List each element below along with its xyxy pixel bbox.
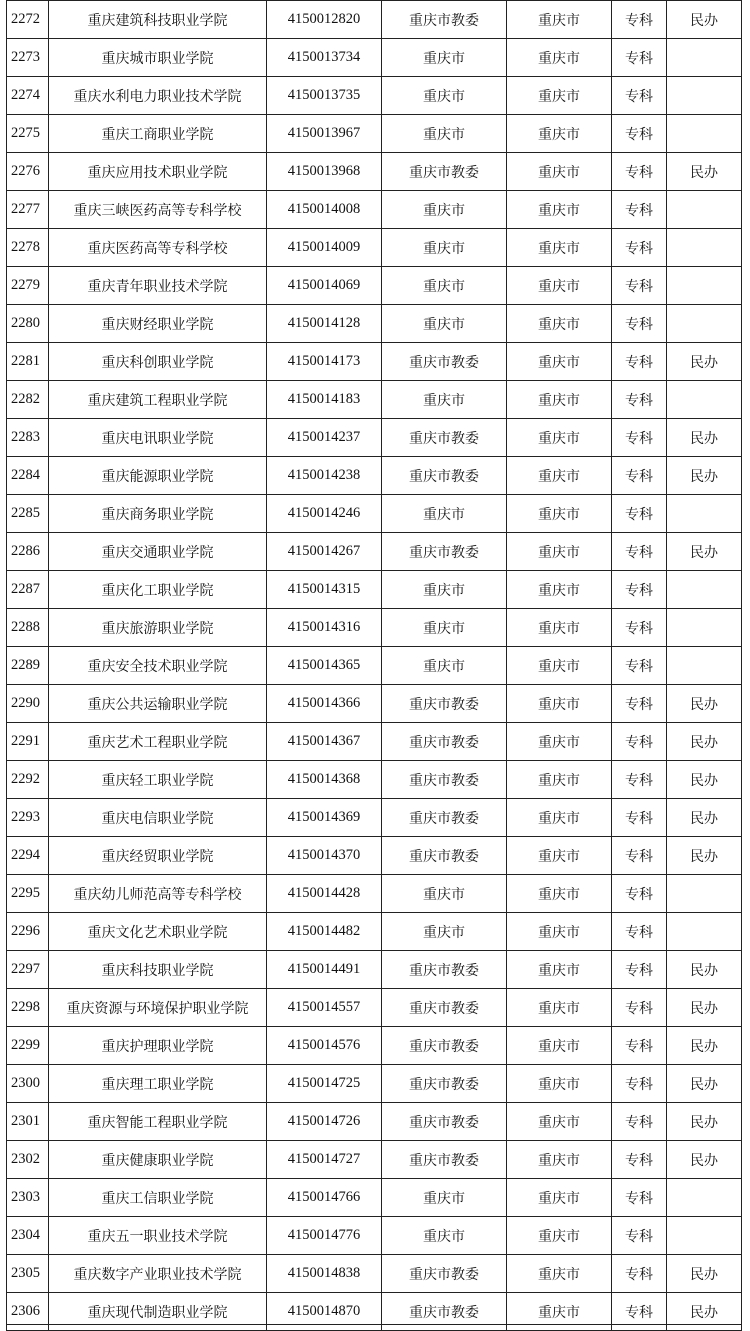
authority-cell: 重庆市 (382, 1217, 507, 1255)
table-row (7, 1141, 742, 1179)
level-cell: 专科 (612, 1255, 667, 1293)
level-cell: 专科 (612, 77, 667, 115)
authority-cell: 重庆市教委 (382, 761, 507, 799)
authority-cell: 重庆市教委 (382, 533, 507, 571)
note-cell: 民办 (667, 1, 742, 39)
note-cell (667, 875, 742, 913)
level-cell: 专科 (612, 951, 667, 989)
authority-cell: 重庆市 (382, 267, 507, 305)
note-cell (667, 1179, 742, 1217)
school-code-cell: 4150014369 (267, 799, 382, 837)
authority-cell: 重庆市教委 (382, 685, 507, 723)
level-cell: 专科 (612, 685, 667, 723)
note-cell (667, 115, 742, 153)
authority-cell: 重庆市教委 (382, 799, 507, 837)
school-code-cell: 4150014428 (267, 875, 382, 913)
row-number-cell: 2304 (7, 1217, 49, 1255)
location-cell: 重庆市 (507, 571, 612, 609)
location-cell: 重庆市 (507, 951, 612, 989)
location-cell: 重庆市 (507, 1065, 612, 1103)
level-cell: 专科 (612, 571, 667, 609)
school-name-cell: 重庆幼儿师范高等专科学校 (49, 875, 267, 913)
note-cell: 民办 (667, 1027, 742, 1065)
authority-cell: 重庆市 (382, 381, 507, 419)
school-code-cell: 4150014173 (267, 343, 382, 381)
school-name-cell: 重庆资源与环境保护职业学院 (49, 989, 267, 1027)
note-cell (667, 267, 742, 305)
school-code-cell: 4150014238 (267, 457, 382, 495)
note-cell (667, 571, 742, 609)
row-number-cell: 2296 (7, 913, 49, 951)
location-cell: 重庆市 (507, 191, 612, 229)
level-cell: 专科 (612, 799, 667, 837)
authority-cell: 重庆市 (382, 1179, 507, 1217)
school-name-cell: 重庆工信职业学院 (49, 1179, 267, 1217)
table-row (7, 837, 742, 875)
school-name-cell: 重庆能源职业学院 (49, 457, 267, 495)
school-code-cell: 4150014482 (267, 913, 382, 951)
school-name-cell: 重庆科技职业学院 (49, 951, 267, 989)
table-row (7, 875, 742, 913)
row-number-cell: 2289 (7, 647, 49, 685)
note-cell (667, 647, 742, 685)
table-row (7, 685, 742, 723)
level-cell: 专科 (612, 761, 667, 799)
note-cell (667, 229, 742, 267)
location-cell: 重庆市 (507, 1179, 612, 1217)
school-code-cell: 4150014370 (267, 837, 382, 875)
note-cell: 民办 (667, 723, 742, 761)
table-row (7, 153, 742, 191)
table-row (7, 267, 742, 305)
table-row (7, 229, 742, 267)
row-number-cell: 2288 (7, 609, 49, 647)
authority-cell: 重庆市 (382, 115, 507, 153)
school-name-cell: 重庆公共运输职业学院 (49, 685, 267, 723)
school-code-cell: 4150014766 (267, 1179, 382, 1217)
note-cell: 民办 (667, 153, 742, 191)
school-code-cell: 4150014366 (267, 685, 382, 723)
row-number-cell: 2294 (7, 837, 49, 875)
row-number-cell: 2282 (7, 381, 49, 419)
school-code-cell: 4150014725 (267, 1065, 382, 1103)
row-number-cell: 2292 (7, 761, 49, 799)
table-row (7, 77, 742, 115)
school-code-cell: 4150013967 (267, 115, 382, 153)
authority-cell: 重庆市教委 (382, 837, 507, 875)
school-code-cell: 4150013735 (267, 77, 382, 115)
location-cell: 重庆市 (507, 1103, 612, 1141)
note-cell: 民办 (667, 1103, 742, 1141)
note-cell (667, 77, 742, 115)
authority-cell: 重庆市 (382, 229, 507, 267)
school-name-cell: 重庆旅游职业学院 (49, 609, 267, 647)
row-number-cell: 2277 (7, 191, 49, 229)
table-row (7, 913, 742, 951)
row-number-cell: 2272 (7, 1, 49, 39)
school-name-cell: 重庆安全技术职业学院 (49, 647, 267, 685)
table-row (7, 647, 742, 685)
table-row (7, 1179, 742, 1217)
table-row (7, 343, 742, 381)
row-number-cell: 2299 (7, 1027, 49, 1065)
authority-cell: 重庆市 (382, 609, 507, 647)
note-cell: 民办 (667, 1255, 742, 1293)
level-cell: 专科 (612, 457, 667, 495)
authority-cell: 重庆市 (382, 305, 507, 343)
school-code-cell: 4150012820 (267, 1, 382, 39)
location-cell: 重庆市 (507, 799, 612, 837)
school-code-cell: 4150014491 (267, 951, 382, 989)
level-cell: 专科 (612, 39, 667, 77)
school-name-cell: 重庆商务职业学院 (49, 495, 267, 533)
level-cell: 专科 (612, 989, 667, 1027)
school-name-cell: 重庆护理职业学院 (49, 1027, 267, 1065)
location-cell: 重庆市 (507, 837, 612, 875)
note-cell: 民办 (667, 837, 742, 875)
school-name-cell: 重庆智能工程职业学院 (49, 1103, 267, 1141)
table-row (7, 39, 742, 77)
school-code-cell: 4150014727 (267, 1141, 382, 1179)
note-cell (667, 191, 742, 229)
row-number-cell: 2283 (7, 419, 49, 457)
school-name-cell: 重庆水利电力职业技术学院 (49, 77, 267, 115)
table-row (7, 457, 742, 495)
row-number-cell: 2279 (7, 267, 49, 305)
school-code-cell: 4150014576 (267, 1027, 382, 1065)
school-code-cell: 4150014838 (267, 1255, 382, 1293)
row-number-cell: 2291 (7, 723, 49, 761)
row-number-cell: 2295 (7, 875, 49, 913)
table-row (7, 419, 742, 457)
row-number-cell: 2302 (7, 1141, 49, 1179)
level-cell: 专科 (612, 381, 667, 419)
location-cell: 重庆市 (507, 609, 612, 647)
row-number-cell: 2273 (7, 39, 49, 77)
school-list-table-container (6, 0, 741, 1331)
note-cell (667, 609, 742, 647)
authority-cell: 重庆市教委 (382, 1255, 507, 1293)
location-cell: 重庆市 (507, 1293, 612, 1331)
school-name-cell: 重庆工商职业学院 (49, 115, 267, 153)
location-cell: 重庆市 (507, 419, 612, 457)
note-cell: 民办 (667, 343, 742, 381)
school-code-cell: 4150014365 (267, 647, 382, 685)
table-bottom-rule (6, 1324, 741, 1325)
school-list-body (7, 1, 742, 1331)
school-code-cell: 4150013968 (267, 153, 382, 191)
row-number-cell: 2285 (7, 495, 49, 533)
row-number-cell: 2301 (7, 1103, 49, 1141)
table-row (7, 381, 742, 419)
location-cell: 重庆市 (507, 723, 612, 761)
level-cell: 专科 (612, 191, 667, 229)
level-cell: 专科 (612, 267, 667, 305)
table-row (7, 989, 742, 1027)
location-cell: 重庆市 (507, 39, 612, 77)
row-number-cell: 2300 (7, 1065, 49, 1103)
school-code-cell: 4150014267 (267, 533, 382, 571)
school-code-cell: 4150014008 (267, 191, 382, 229)
table-row (7, 1255, 742, 1293)
row-number-cell: 2284 (7, 457, 49, 495)
level-cell: 专科 (612, 875, 667, 913)
note-cell: 民办 (667, 457, 742, 495)
level-cell: 专科 (612, 913, 667, 951)
location-cell: 重庆市 (507, 1027, 612, 1065)
location-cell: 重庆市 (507, 305, 612, 343)
school-code-cell: 4150014557 (267, 989, 382, 1027)
level-cell: 专科 (612, 153, 667, 191)
note-cell (667, 39, 742, 77)
table-row (7, 115, 742, 153)
row-number-cell: 2290 (7, 685, 49, 723)
level-cell: 专科 (612, 1217, 667, 1255)
level-cell: 专科 (612, 229, 667, 267)
row-number-cell: 2281 (7, 343, 49, 381)
row-number-cell: 2276 (7, 153, 49, 191)
table-row (7, 1027, 742, 1065)
level-cell: 专科 (612, 343, 667, 381)
authority-cell: 重庆市教委 (382, 951, 507, 989)
school-name-cell: 重庆建筑工程职业学院 (49, 381, 267, 419)
table-row (7, 533, 742, 571)
note-cell: 民办 (667, 1065, 742, 1103)
level-cell: 专科 (612, 1027, 667, 1065)
authority-cell: 重庆市教委 (382, 1065, 507, 1103)
school-name-cell: 重庆科创职业学院 (49, 343, 267, 381)
school-name-cell: 重庆化工职业学院 (49, 571, 267, 609)
note-cell (667, 1217, 742, 1255)
authority-cell: 重庆市教委 (382, 153, 507, 191)
level-cell: 专科 (612, 305, 667, 343)
row-number-cell: 2278 (7, 229, 49, 267)
level-cell: 专科 (612, 1065, 667, 1103)
level-cell: 专科 (612, 1293, 667, 1331)
school-name-cell: 重庆五一职业技术学院 (49, 1217, 267, 1255)
authority-cell: 重庆市教委 (382, 343, 507, 381)
authority-cell: 重庆市 (382, 571, 507, 609)
note-cell: 民办 (667, 419, 742, 457)
note-cell (667, 495, 742, 533)
location-cell: 重庆市 (507, 229, 612, 267)
location-cell: 重庆市 (507, 875, 612, 913)
school-name-cell: 重庆交通职业学院 (49, 533, 267, 571)
level-cell: 专科 (612, 495, 667, 533)
table-row (7, 571, 742, 609)
location-cell: 重庆市 (507, 495, 612, 533)
location-cell: 重庆市 (507, 267, 612, 305)
level-cell: 专科 (612, 647, 667, 685)
location-cell: 重庆市 (507, 77, 612, 115)
row-number-cell: 2298 (7, 989, 49, 1027)
school-name-cell: 重庆三峡医药高等专科学校 (49, 191, 267, 229)
authority-cell: 重庆市 (382, 191, 507, 229)
table-row (7, 1103, 742, 1141)
table-row (7, 799, 742, 837)
school-name-cell: 重庆经贸职业学院 (49, 837, 267, 875)
level-cell: 专科 (612, 723, 667, 761)
note-cell (667, 305, 742, 343)
location-cell: 重庆市 (507, 989, 612, 1027)
location-cell: 重庆市 (507, 115, 612, 153)
location-cell: 重庆市 (507, 685, 612, 723)
row-number-cell: 2280 (7, 305, 49, 343)
location-cell: 重庆市 (507, 761, 612, 799)
row-number-cell: 2297 (7, 951, 49, 989)
note-cell: 民办 (667, 799, 742, 837)
school-code-cell: 4150013734 (267, 39, 382, 77)
location-cell: 重庆市 (507, 1217, 612, 1255)
authority-cell: 重庆市 (382, 495, 507, 533)
note-cell: 民办 (667, 685, 742, 723)
authority-cell: 重庆市 (382, 913, 507, 951)
location-cell: 重庆市 (507, 913, 612, 951)
school-name-cell: 重庆文化艺术职业学院 (49, 913, 267, 951)
level-cell: 专科 (612, 1141, 667, 1179)
row-number-cell: 2275 (7, 115, 49, 153)
row-number-cell: 2303 (7, 1179, 49, 1217)
note-cell: 民办 (667, 761, 742, 799)
table-row (7, 305, 742, 343)
row-number-cell: 2305 (7, 1255, 49, 1293)
school-code-cell: 4150014368 (267, 761, 382, 799)
location-cell: 重庆市 (507, 1255, 612, 1293)
location-cell: 重庆市 (507, 1, 612, 39)
table-row (7, 1, 742, 39)
authority-cell: 重庆市教委 (382, 1293, 507, 1331)
school-name-cell: 重庆青年职业技术学院 (49, 267, 267, 305)
school-code-cell: 4150014237 (267, 419, 382, 457)
school-name-cell: 重庆医药高等专科学校 (49, 229, 267, 267)
level-cell: 专科 (612, 115, 667, 153)
authority-cell: 重庆市教委 (382, 989, 507, 1027)
school-name-cell: 重庆健康职业学院 (49, 1141, 267, 1179)
authority-cell: 重庆市 (382, 39, 507, 77)
location-cell: 重庆市 (507, 533, 612, 571)
table-row (7, 723, 742, 761)
school-code-cell: 4150014870 (267, 1293, 382, 1331)
authority-cell: 重庆市教委 (382, 1141, 507, 1179)
location-cell: 重庆市 (507, 457, 612, 495)
note-cell (667, 913, 742, 951)
authority-cell: 重庆市教委 (382, 419, 507, 457)
school-name-cell: 重庆现代制造职业学院 (49, 1293, 267, 1331)
school-name-cell: 重庆建筑科技职业学院 (49, 1, 267, 39)
authority-cell: 重庆市 (382, 875, 507, 913)
school-code-cell: 4150014316 (267, 609, 382, 647)
table-row (7, 761, 742, 799)
school-code-cell: 4150014069 (267, 267, 382, 305)
table-row (7, 609, 742, 647)
school-code-cell: 4150014726 (267, 1103, 382, 1141)
level-cell: 专科 (612, 419, 667, 457)
school-code-cell: 4150014367 (267, 723, 382, 761)
school-name-cell: 重庆电讯职业学院 (49, 419, 267, 457)
table-row (7, 495, 742, 533)
row-number-cell: 2306 (7, 1293, 49, 1331)
school-name-cell: 重庆理工职业学院 (49, 1065, 267, 1103)
school-code-cell: 4150014009 (267, 229, 382, 267)
school-code-cell: 4150014128 (267, 305, 382, 343)
school-code-cell: 4150014315 (267, 571, 382, 609)
school-name-cell: 重庆城市职业学院 (49, 39, 267, 77)
school-name-cell: 重庆财经职业学院 (49, 305, 267, 343)
level-cell: 专科 (612, 1179, 667, 1217)
level-cell: 专科 (612, 837, 667, 875)
note-cell: 民办 (667, 989, 742, 1027)
authority-cell: 重庆市 (382, 77, 507, 115)
school-name-cell: 重庆应用技术职业学院 (49, 153, 267, 191)
note-cell: 民办 (667, 1141, 742, 1179)
school-code-cell: 4150014183 (267, 381, 382, 419)
note-cell: 民办 (667, 533, 742, 571)
row-number-cell: 2286 (7, 533, 49, 571)
school-code-cell: 4150014246 (267, 495, 382, 533)
note-cell: 民办 (667, 1293, 742, 1331)
location-cell: 重庆市 (507, 153, 612, 191)
school-name-cell: 重庆电信职业学院 (49, 799, 267, 837)
row-number-cell: 2287 (7, 571, 49, 609)
table-row (7, 1065, 742, 1103)
row-number-cell: 2293 (7, 799, 49, 837)
note-cell (667, 381, 742, 419)
table-row (7, 1217, 742, 1255)
level-cell: 专科 (612, 533, 667, 571)
school-name-cell: 重庆数字产业职业技术学院 (49, 1255, 267, 1293)
location-cell: 重庆市 (507, 1141, 612, 1179)
authority-cell: 重庆市教委 (382, 723, 507, 761)
authority-cell: 重庆市教委 (382, 457, 507, 495)
level-cell: 专科 (612, 1103, 667, 1141)
authority-cell: 重庆市教委 (382, 1, 507, 39)
row-number-cell: 2274 (7, 77, 49, 115)
table-row (7, 951, 742, 989)
location-cell: 重庆市 (507, 647, 612, 685)
school-name-cell: 重庆轻工职业学院 (49, 761, 267, 799)
location-cell: 重庆市 (507, 343, 612, 381)
authority-cell: 重庆市教委 (382, 1027, 507, 1065)
school-code-cell: 4150014776 (267, 1217, 382, 1255)
school-list-table (6, 0, 742, 1331)
level-cell: 专科 (612, 609, 667, 647)
location-cell: 重庆市 (507, 381, 612, 419)
note-cell: 民办 (667, 951, 742, 989)
table-row (7, 191, 742, 229)
authority-cell: 重庆市教委 (382, 1103, 507, 1141)
authority-cell: 重庆市 (382, 647, 507, 685)
school-name-cell: 重庆艺术工程职业学院 (49, 723, 267, 761)
level-cell: 专科 (612, 1, 667, 39)
